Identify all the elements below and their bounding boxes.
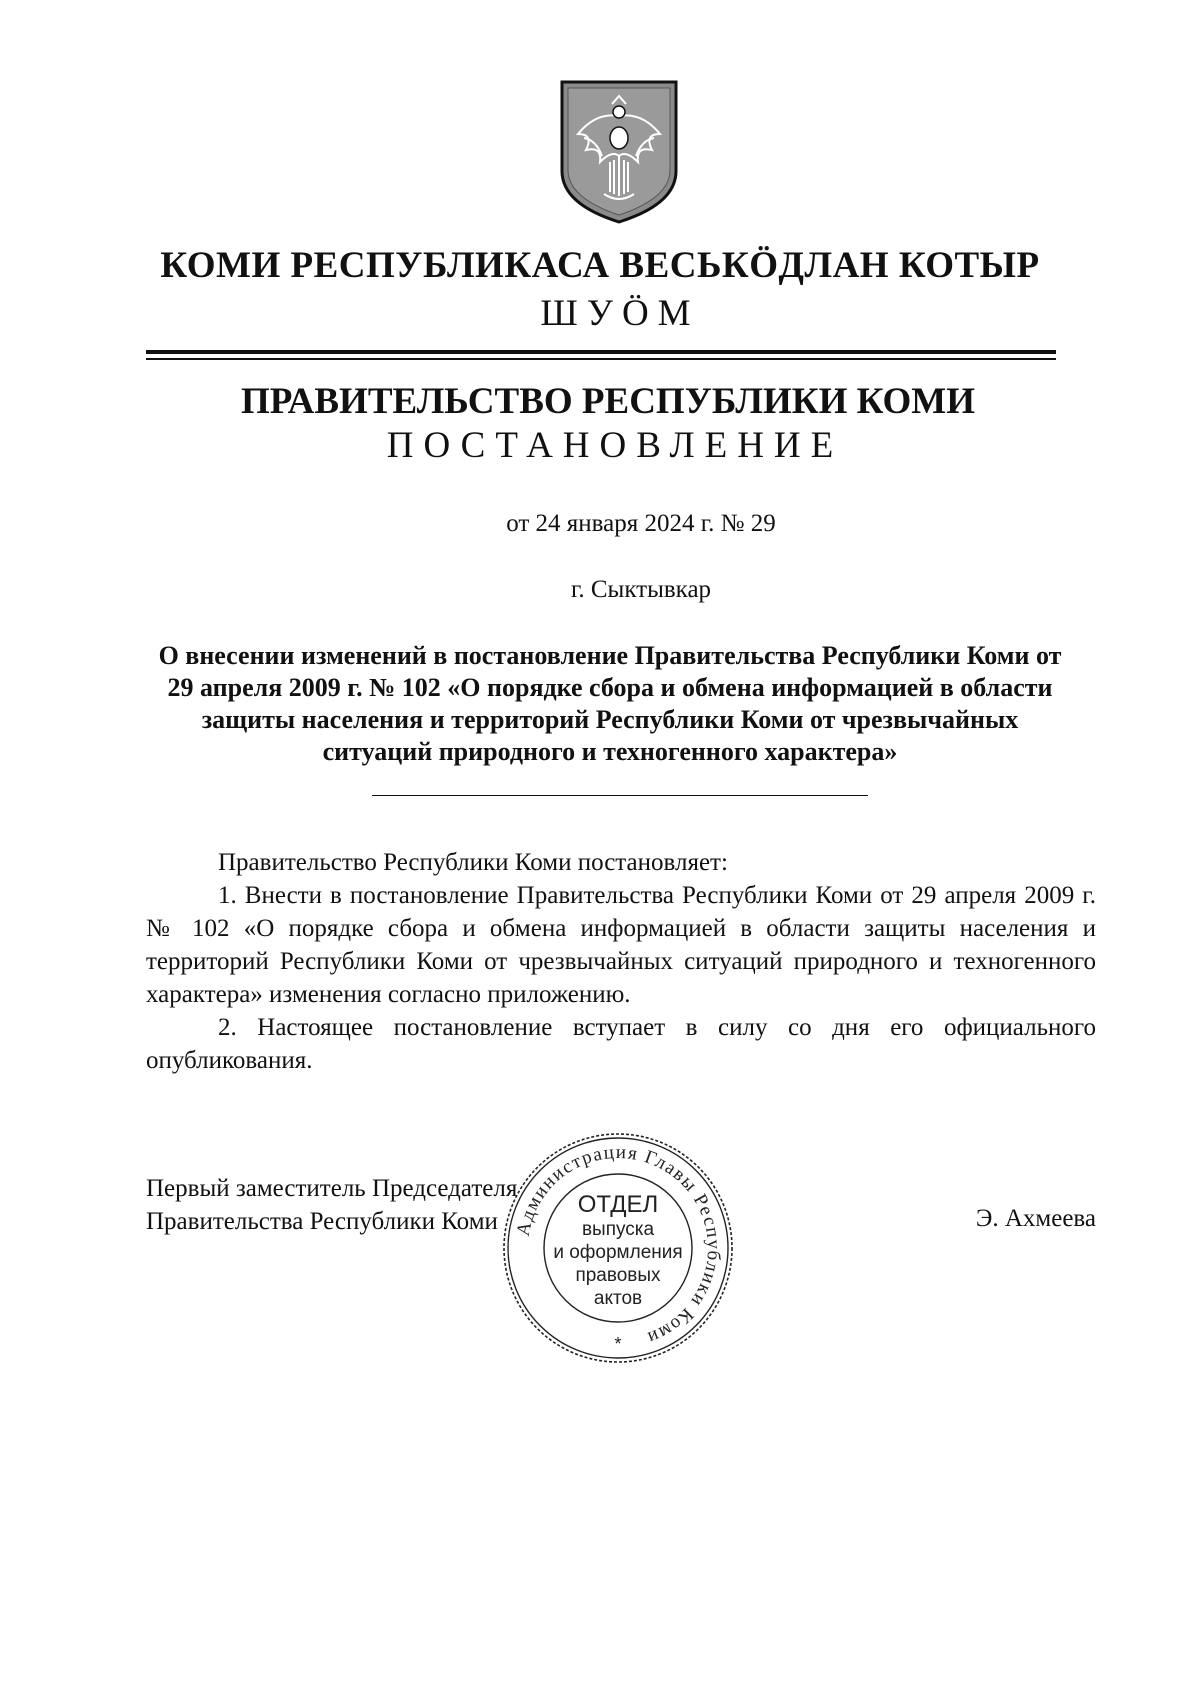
stamp-line-4: правовых [575, 1265, 661, 1286]
body-item-1: 1. Внести в постановление Правительства Республики Коми от 29 апреля 2009 г. № 102 «О порядке сбора и обмена информацией в области защиты населения и территорий Республики Коми от чрезвычайных ситуаций природного и техногенного характера» изменения согласно приложению. [146, 882, 1096, 1008]
document-date-number: от 24 января 2024 г. № 29 [506, 510, 776, 537]
signatory-position [146, 1172, 517, 1238]
official-stamp [498, 1128, 738, 1368]
stamp-line-2: выпуска [581, 1219, 655, 1240]
document-city: г. Сыктывкар [570, 576, 712, 603]
stamp-line-5: актов [593, 1288, 643, 1309]
body-intro: Правительство Республики Коми постановляет: [218, 849, 728, 876]
komi-resolution-word: ШУÖМ [540, 293, 700, 334]
komi-government-title: КОМИ РЕСПУБЛИКАСА ВЕСЬКӦДЛАН КОТЫР [160, 245, 1040, 286]
komi-coat-of-arms-icon [556, 76, 682, 226]
subject-underline [372, 795, 868, 796]
header-divider-thick [146, 350, 1056, 354]
document-subject: О внесении изменений в постановление Правительства Республики Коми от 29 апреля 2009 г. № 102 «О порядке сбора и обмена информацией в области защиты населения и территорий Республики Коми от чрезвычайных ситуаций природного и техногенного характера» [158, 641, 1062, 766]
stamp-line-3: и оформления [553, 1242, 683, 1263]
header-divider-thin [146, 358, 1056, 360]
stamp-line-1: ОТДЕЛ [577, 1191, 659, 1218]
document-type: ПОСТАНОВЛЕНИЕ [386, 425, 844, 466]
document-body [146, 846, 1096, 1077]
signatory-position-line2: Правительства Республики Коми [146, 1208, 498, 1235]
government-title: ПРАВИТЕЛЬСТВО РЕСПУБЛИКИ КОМИ [241, 381, 975, 422]
signatory-position-line1: Первый заместитель Председателя [146, 1175, 518, 1202]
stamp-ring-text: Администрация Главы Республики Коми [512, 1141, 725, 1349]
body-item-2: 2. Настоящее постановление вступает в силу со дня его официального опубликования. [146, 1014, 1096, 1074]
signatory-name: Э. Ахмеева [975, 1205, 1096, 1232]
stamp-star: * [614, 1334, 622, 1354]
